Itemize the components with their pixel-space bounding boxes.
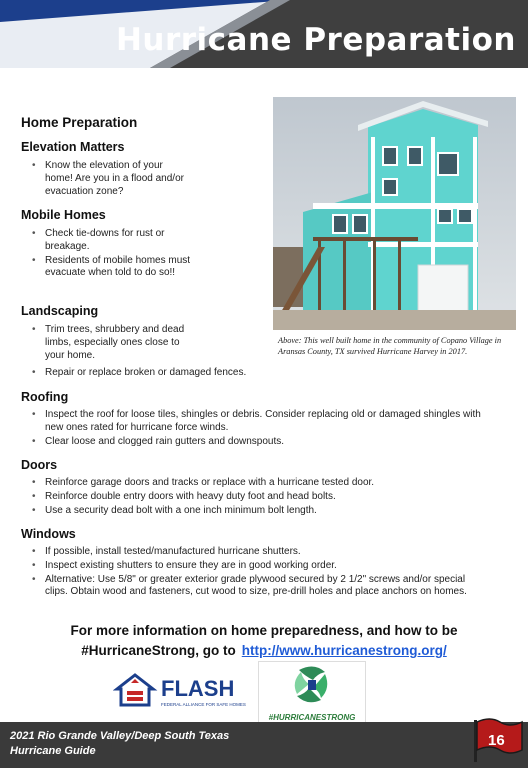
list-item: • Use a security dead bolt with a one inch minimum bolt length. bbox=[32, 505, 482, 518]
list-item: • If possible, install tested/manufactured hurricane shutters. bbox=[32, 546, 482, 559]
doors-list bbox=[32, 477, 482, 518]
section-title-windows: Windows bbox=[21, 527, 76, 541]
hurricanestrong-link[interactable]: http://www.hurricanestrong.org/ bbox=[241, 643, 447, 658]
list-item: • Reinforce double entry doors with heavy duty foot and head bolts. bbox=[32, 491, 482, 504]
list-item: • Repair or replace broken or damaged fences. bbox=[32, 367, 292, 380]
list-item: • Reinforce garage doors and tracks or replace with a hurricane tested door. bbox=[32, 477, 482, 490]
list-item: • Residents of mobile homes must evacuate when told to do so!! bbox=[32, 255, 192, 281]
section-title-mobile-homes: Mobile Homes bbox=[21, 208, 106, 222]
list-item: • Inspect existing shutters to ensure they are in good working order. bbox=[32, 560, 482, 573]
flash-logo bbox=[113, 673, 246, 711]
footer-line2: Hurricane Guide bbox=[10, 745, 96, 757]
roofing-list bbox=[32, 409, 482, 449]
house-photo bbox=[273, 97, 516, 330]
photo-caption: Above: This well built home in the community of Copano Village in Aransas County, TX survived Hurricane Harvey in 2017. bbox=[278, 336, 502, 356]
list-item: • Trim trees, shrubbery and dead limbs, especially ones close to your home. bbox=[32, 324, 192, 362]
elevation-list bbox=[32, 160, 192, 199]
windows-list bbox=[32, 546, 482, 600]
section-title-elevation: Elevation Matters bbox=[21, 140, 125, 154]
page-header bbox=[0, 0, 528, 68]
footer-line1: 2021 Rio Grande Valley/Deep South Texas bbox=[10, 730, 230, 742]
landscaping-list bbox=[32, 324, 192, 363]
more-info-line1: For more information on home preparedness, and how to be bbox=[70, 623, 458, 638]
more-info-text: #HurricaneStrong, go to bbox=[81, 643, 236, 658]
list-item: • Alternative: Use 5/8" or greater exterior grade plywood secured by 2 1/2" screws and/or special clips. Obtain wood and fasteners, cut wood to size, pre-drill holes and place anchors on homes. bbox=[32, 574, 482, 600]
more-info bbox=[0, 621, 528, 661]
footer-text bbox=[10, 729, 229, 759]
page-number: 16 bbox=[488, 732, 505, 749]
section-title-home-preparation: Home Preparation bbox=[21, 115, 138, 130]
list-item: • Check tie-downs for rust or breakage. bbox=[32, 228, 192, 254]
more-info-line2 bbox=[0, 641, 528, 661]
flash-wordmark: FLASH bbox=[161, 676, 235, 701]
list-item: • Know the elevation of your home! Are you in a flood and/or evacuation zone? bbox=[32, 160, 192, 198]
section-title-doors: Doors bbox=[21, 458, 58, 472]
section-title-roofing: Roofing bbox=[21, 390, 69, 404]
page-title: Hurricane Preparation bbox=[115, 22, 516, 58]
hurricanestrong-icon bbox=[259, 662, 365, 712]
landscaping-list-2 bbox=[32, 367, 292, 381]
house-illustration bbox=[273, 97, 516, 330]
flash-tagline: FEDERAL ALLIANCE FOR SAFE HOMES bbox=[161, 702, 246, 707]
list-item: • Inspect the roof for loose tiles, shingles or debris. Consider replacing old or damaged shingles with new ones rated for hurricane force winds. bbox=[32, 409, 482, 435]
hurricanestrong-logo bbox=[258, 661, 366, 726]
section-title-landscaping: Landscaping bbox=[21, 304, 99, 318]
list-item: • Clear loose and clogged rain gutters and downspouts. bbox=[32, 436, 482, 449]
mobile-homes-list bbox=[32, 228, 192, 281]
hurricanestrong-wordmark: #HURRICANESTRONG bbox=[268, 713, 356, 722]
